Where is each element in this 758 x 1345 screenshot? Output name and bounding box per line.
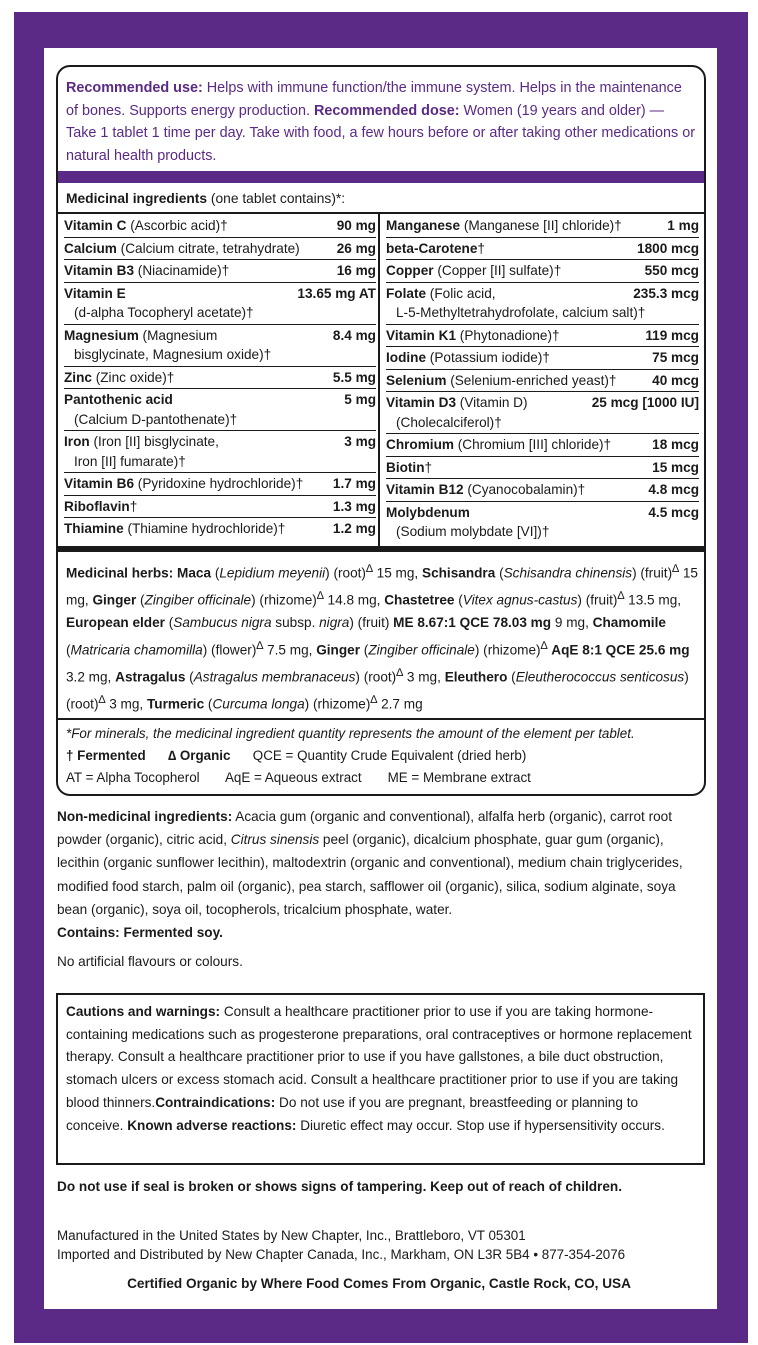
- ingredient-amount: 8.4 mg: [332, 327, 376, 343]
- ingredient-row: [386, 392, 699, 434]
- ingredient-row: [386, 238, 699, 261]
- ingredient-source: (Niacinamide)†: [134, 263, 230, 278]
- ingredient-name: Vitamin K1: [386, 327, 457, 343]
- aqe-legend: AqE = Aqueous extract: [224, 770, 362, 785]
- ingredient-name: Copper: [386, 263, 434, 278]
- supplement-facts-box: [56, 65, 706, 796]
- ingredient-name: Thiamine: [64, 521, 124, 536]
- medicinal-ingredients-title: Medicinal ingredients (one tablet contains)*:: [66, 191, 346, 206]
- ingredient-name: Pantothenic acid: [64, 392, 173, 407]
- recommended-use-text: Recommended use: Helps with immune function/the immune system. Helps in the maintenance of bones. Supports energy production. Recommended dose: Women (19 years and older) — Take 1 tablet 1 time per day. Take with food, a few hours before or after taking other medications or natural health products.: [66, 80, 695, 164]
- ingredient-row: [386, 325, 699, 348]
- ingredient-name: Zinc: [64, 369, 92, 385]
- ingredient-source: (Phytonadione)†: [456, 327, 560, 343]
- me-legend: ME = Membrane extract: [387, 770, 531, 785]
- ingredient-row: [386, 457, 699, 480]
- ingredients-right-column: [386, 215, 699, 543]
- ingredient-row: [64, 260, 376, 283]
- ingredient-amount: 550 mcg: [644, 263, 699, 278]
- ingredient-row: [64, 238, 376, 261]
- ingredient-row: [64, 496, 376, 519]
- divider: [58, 718, 704, 720]
- ingredient-source: (Folic acid,: [426, 285, 496, 301]
- ingredient-source: (Calcium citrate, tetrahydrate): [116, 240, 300, 256]
- ingredient-source: (Selenium-enriched yeast)†: [446, 372, 617, 388]
- ingredient-source: (Zinc oxide)†: [91, 369, 175, 385]
- legend-line-1: [66, 745, 702, 767]
- ingredient-row: [386, 479, 699, 502]
- ingredient-source-line2: (d-alpha Tocopheryl acetate)†: [74, 305, 254, 320]
- thick-divider: [58, 546, 704, 552]
- ingredient-amount: 5 mg: [344, 392, 376, 407]
- ingredient-name: Riboflavin: [64, 498, 130, 514]
- ingredient-amount: 235.3 mcg: [633, 285, 699, 301]
- ingredient-source: (Vitamin D): [456, 395, 528, 410]
- certified-organic: Certified Organic by Where Food Comes From Organic, Castle Rock, CO, USA: [127, 1276, 631, 1291]
- ingredient-amount: 1 mg: [667, 218, 699, 233]
- legend-line-2: [66, 767, 702, 789]
- ingredient-name: Vitamin B3: [64, 263, 135, 278]
- ingredient-amount: 25 mcg [1000 IU]: [591, 395, 699, 410]
- ingredient-amount: 40 mcg: [652, 372, 699, 388]
- ingredient-amount: 18 mcg: [652, 437, 699, 452]
- qce-legend: QCE = Quantity Crude Equivalent (dried herb): [252, 748, 527, 763]
- ingredient-name: Calcium: [64, 240, 117, 256]
- ingredient-amount: 119 mcg: [645, 327, 699, 343]
- ingredient-source: (Magnesium: [138, 327, 218, 343]
- ingredient-source: (Copper [II] sulfate)†: [433, 263, 562, 278]
- ingredient-source-line2: Iron [II] fumarate)†: [74, 453, 186, 469]
- ingredients-left-column: [64, 215, 376, 540]
- manufacturer-line: Manufactured in the United States by New Chapter, Inc., Brattleboro, VT 05301: [57, 1228, 526, 1243]
- ingredient-source-line2: (Sodium molybdate [VI])†: [396, 524, 550, 539]
- ingredient-row: [386, 434, 699, 457]
- ingredient-source: (Chromium [III] chloride)†: [453, 437, 612, 452]
- ingredient-row: [64, 389, 376, 431]
- ingredient-source: (Potassium iodide)†: [426, 350, 550, 365]
- ingredient-row: [386, 215, 699, 238]
- ingredient-amount: 13.65 mg AT: [297, 285, 376, 301]
- no-artificial-note: No artificial flavours or colours.: [57, 954, 243, 969]
- ingredient-name: Iodine: [386, 350, 427, 365]
- ingredient-name: Selenium: [386, 372, 447, 388]
- ingredient-row: [64, 473, 376, 496]
- ingredient-source: †: [477, 240, 485, 256]
- ingredient-source-line2: (Cholecalciferol)†: [396, 414, 502, 430]
- ingredient-row: [386, 502, 699, 543]
- footnotes: [66, 723, 702, 789]
- ingredient-source: (Thiamine hydrochloride)†: [123, 521, 286, 536]
- ingredient-source: (Cyanocobalamin)†: [463, 482, 586, 497]
- ingredient-amount: 1800 mcg: [637, 240, 699, 256]
- ingredient-amount: 26 mg: [336, 240, 376, 256]
- ingredient-row: [386, 283, 699, 325]
- ingredient-row: [64, 518, 376, 540]
- ingredient-row: [386, 347, 699, 370]
- ingredient-name: Vitamin C: [64, 218, 127, 233]
- ingredient-amount: 3 mg: [344, 434, 376, 449]
- ingredient-amount: 4.5 mcg: [648, 504, 699, 520]
- ingredient-name: Folate: [386, 285, 427, 301]
- ingredient-source: (Pyridoxine hydrochloride)†: [134, 476, 304, 491]
- ingredient-amount: 1.3 mg: [332, 498, 376, 514]
- manufacturer-info: [57, 1227, 625, 1264]
- ingredient-row: [64, 215, 376, 238]
- column-divider: [378, 214, 380, 546]
- ingredient-amount: 1.7 mg: [332, 476, 376, 491]
- ingredient-name: Chromium: [386, 437, 454, 452]
- ingredient-amount: 16 mg: [336, 263, 376, 278]
- at-legend: AT = Alpha Tocopherol: [66, 770, 200, 785]
- cautions-box: Cautions and warnings: Consult a healthcare practitioner prior to use if you are taking hormone-containing medications such as progesterone preparations, oral contraceptives or hormone replacement therapy. Consult a healthcare practitioner prior to use if you have gallstones, a bile duct obstruction, stomach ulcers or excess stomach acid. Consult a healthcare practitioner prior to use if you are taking blood thinners.Contraindications: Do not use if you are pregnant, breastfeeding or planning to conceive. Known adverse reactions: Diuretic effect may occur. Stop use if hypersensitivity occurs.: [56, 993, 705, 1165]
- ingredient-name: Iron: [64, 434, 90, 449]
- fermented-legend: † Fermented: [66, 748, 146, 763]
- organic-legend: ∆ Organic: [167, 748, 231, 763]
- ingredient-name: Vitamin B12: [386, 482, 464, 497]
- ingredient-name: Vitamin B6: [64, 476, 135, 491]
- divider: [58, 212, 704, 214]
- ingredient-source: †: [129, 498, 138, 514]
- ingredient-row: [64, 283, 376, 325]
- ingredient-name: Vitamin D3: [386, 395, 457, 410]
- ingredient-source: †: [424, 459, 433, 475]
- ingredient-amount: 1.2 mg: [332, 521, 376, 536]
- ingredient-amount: 4.8 mcg: [648, 482, 699, 497]
- ingredient-source-line2: L-5-Methyltetrahydrofolate, calcium salt)†: [396, 305, 646, 320]
- minerals-note: *For minerals, the medicinal ingredient quantity represents the amount of the element per tablet.: [66, 726, 635, 741]
- ingredient-amount: 15 mcg: [652, 459, 699, 475]
- ingredient-row: [386, 260, 699, 283]
- ingredient-name: Molybdenum: [386, 504, 470, 520]
- seal-warning: Do not use if seal is broken or shows signs of tampering. Keep out of reach of children.: [57, 1179, 622, 1194]
- ingredient-source: (Iron [II] bisglycinate,: [89, 434, 219, 449]
- ingredient-row: [64, 325, 376, 367]
- ingredient-name: Magnesium: [64, 327, 139, 343]
- ingredient-source: (Manganese [II] chloride)†: [460, 218, 622, 233]
- ingredient-source-line2: bisglycinate, Magnesium oxide)†: [74, 347, 272, 362]
- ingredient-source: (Ascorbic acid)†: [126, 218, 228, 233]
- ingredient-source-line2: (Calcium D-pantothenate)†: [74, 411, 238, 427]
- ingredient-name: Vitamin E: [64, 285, 126, 301]
- ingredient-amount: 90 mg: [336, 218, 376, 233]
- ingredient-row: [386, 370, 699, 393]
- ingredient-row: [64, 367, 376, 390]
- medicinal-herbs-text: Medicinal herbs: Maca (Lepidium meyenii) (root)∆ 15 mg, Schisandra (Schisandra chinensis) (fruit)∆ 15 mg, Ginger (Zingiber officinale) (rhizome)∆ 14.8 mg, Chastetree (Vitex agnus-castus) (fruit)∆ 13.5 mg, European elder (Sambucus nigra subsp. nigra) (fruit) ME 8.67:1 QCE 78.03 mg 9 mg, Chamomile (Matricaria chamomilla) (flower)∆ 7.5 mg, Ginger (Zingiber officinale) (rhizome)∆ AqE 8:1 QCE 25.6 mg 3.2 mg, Astragalus (Astragalus membranaceus) (root)∆ 3 mg, Eleuthero (Eleutherococcus senticosus) (root)∆ 3 mg, Turmeric (Curcuma longa) (rhizome)∆ 2.7 mg: [66, 563, 698, 712]
- ingredient-name: Biotin: [386, 459, 425, 475]
- purple-divider: [58, 171, 704, 183]
- non-medicinal-ingredients: Non-medicinal ingredients: Acacia gum (organic and conventional), alfalfa herb (organic), carrot root powder (organic), citric acid, Citrus sinensis peel (organic), dicalcium phosphate, guar gum (organic), lecithin (organic sunflower lecithin), maltodextrin (organic and conventional), medium chain triglycerides, modified food starch, palm oil (organic), pea starch, safflower oil (organic), silica, sodium alginate, soya bean (organic), soya oil, tocopherols, tricalcium phosphate, water. Contains: Fermented soy.: [57, 809, 683, 941]
- ingredient-amount: 5.5 mg: [332, 369, 376, 385]
- ingredient-row: [64, 431, 376, 473]
- ingredient-name: Manganese: [386, 218, 461, 233]
- ingredient-name: beta-Carotene: [386, 240, 478, 256]
- distributor-line: Imported and Distributed by New Chapter Canada, Inc., Markham, ON L3R 5B4 • 877-354-2076: [57, 1246, 626, 1262]
- ingredient-amount: 75 mcg: [652, 350, 699, 365]
